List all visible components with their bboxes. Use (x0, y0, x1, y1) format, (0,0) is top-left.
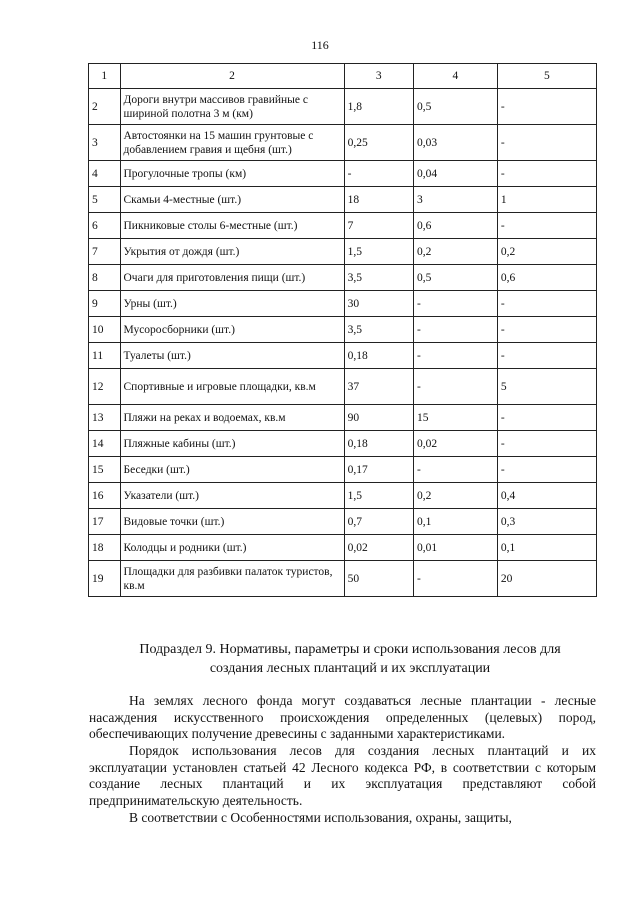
value-col-5-cell: - (497, 405, 596, 431)
table-row (89, 125, 597, 161)
value-col-3-cell: 50 (344, 561, 413, 597)
value-col-3-cell: 37 (344, 369, 413, 405)
row-number-cell: 12 (89, 369, 121, 405)
value-col-5-cell: 0,4 (497, 483, 596, 509)
table-row (89, 317, 597, 343)
value-col-5-cell: - (497, 457, 596, 483)
value-col-3-cell: 1,8 (344, 89, 413, 125)
value-col-5-cell: 0,1 (497, 535, 596, 561)
table-row (89, 213, 597, 239)
value-col-4-cell: - (413, 457, 497, 483)
value-col-5-cell: - (497, 431, 596, 457)
item-name-cell: Пляжи на реках и водоемах, кв.м (120, 405, 344, 431)
row-number-cell: 15 (89, 457, 121, 483)
value-col-3-cell: 3,5 (344, 317, 413, 343)
value-col-4-cell: 0,5 (413, 265, 497, 291)
row-number-cell: 2 (89, 89, 121, 125)
value-col-4-cell: 0,6 (413, 213, 497, 239)
value-col-3-cell: 0,02 (344, 535, 413, 561)
value-col-4-cell: - (413, 369, 497, 405)
value-col-3-cell: 0,18 (344, 343, 413, 369)
value-col-5-cell: 20 (497, 561, 596, 597)
item-name-cell: Площадки для разбивки палаток туристов, кв.м (120, 561, 344, 597)
value-col-5-cell: 1 (497, 187, 596, 213)
item-name-cell: Автостоянки на 15 машин грунтовые с добавлением гравия и щебня (шт.) (120, 125, 344, 161)
table-row (89, 239, 597, 265)
table-row (89, 265, 597, 291)
value-col-4-cell: 0,2 (413, 483, 497, 509)
row-number-cell: 10 (89, 317, 121, 343)
value-col-4-cell: - (413, 561, 497, 597)
item-name-cell: Колодцы и родники (шт.) (120, 535, 344, 561)
value-col-5-cell: 0,3 (497, 509, 596, 535)
value-col-4-cell: 0,02 (413, 431, 497, 457)
item-name-cell: Укрытия от дождя (шт.) (120, 239, 344, 265)
item-name-cell: Пляжные кабины (шт.) (120, 431, 344, 457)
table-row (89, 369, 597, 405)
value-col-4-cell: - (413, 317, 497, 343)
item-name-cell: Пикниковые столы 6-местные (шт.) (120, 213, 344, 239)
table-row (89, 187, 597, 213)
value-col-3-cell: 1,5 (344, 239, 413, 265)
table-row (89, 161, 597, 187)
value-col-3-cell: 7 (344, 213, 413, 239)
item-name-cell: Очаги для приготовления пищи (шт.) (120, 265, 344, 291)
value-col-3-cell: 18 (344, 187, 413, 213)
item-name-cell: Видовые точки (шт.) (120, 509, 344, 535)
table-row (89, 89, 597, 125)
value-col-3-cell: - (344, 161, 413, 187)
value-col-3-cell: 3,5 (344, 265, 413, 291)
value-col-5-cell: - (497, 161, 596, 187)
value-col-3-cell: 0,7 (344, 509, 413, 535)
value-col-3-cell: 30 (344, 291, 413, 317)
table-row (89, 561, 597, 597)
table-row (89, 535, 597, 561)
item-name-cell: Туалеты (шт.) (120, 343, 344, 369)
row-number-cell: 8 (89, 265, 121, 291)
value-col-4-cell: 0,1 (413, 509, 497, 535)
header-col-1: 1 (89, 64, 121, 89)
item-name-cell: Беседки (шт.) (120, 457, 344, 483)
table-row (89, 483, 597, 509)
value-col-3-cell: 1,5 (344, 483, 413, 509)
row-number-cell: 18 (89, 535, 121, 561)
value-col-5-cell: 0,6 (497, 265, 596, 291)
value-col-4-cell: 0,5 (413, 89, 497, 125)
subsection-title-line-2: создания лесных плантаций и их эксплуатации (209, 661, 491, 676)
value-col-4-cell: - (413, 343, 497, 369)
page-number: 116 (311, 38, 329, 52)
row-number-cell: 5 (89, 187, 121, 213)
norms-table (88, 63, 597, 597)
item-name-cell: Указатели (шт.) (120, 483, 344, 509)
value-col-4-cell: 0,2 (413, 239, 497, 265)
paragraph-2: Порядок использования лесов для создания лесных плантаций и их эксплуатации установлен статьей 42 Лесного кодекса РФ, в соответствии с которым создание лесных плантаций и их эксплуатация представляют собой предпринимательскую деятельность. (89, 743, 596, 808)
row-number-cell: 19 (89, 561, 121, 597)
table-row (89, 431, 597, 457)
item-name-cell: Урны (шт.) (120, 291, 344, 317)
value-col-5-cell: - (497, 89, 596, 125)
value-col-4-cell: 0,04 (413, 161, 497, 187)
row-number-cell: 7 (89, 239, 121, 265)
item-name-cell: Скамьи 4-местные (шт.) (120, 187, 344, 213)
paragraph-3: В соответствии с Особенностями использования, охраны, защиты, (129, 810, 512, 825)
value-col-5-cell: - (497, 125, 596, 161)
row-number-cell: 6 (89, 213, 121, 239)
value-col-4-cell: 0,01 (413, 535, 497, 561)
item-name-cell: Дороги внутри массивов гравийные с шириной полотна 3 м (км) (120, 89, 344, 125)
table-row (89, 343, 597, 369)
table-row (89, 457, 597, 483)
value-col-4-cell: 15 (413, 405, 497, 431)
row-number-cell: 13 (89, 405, 121, 431)
value-col-3-cell: 0,25 (344, 125, 413, 161)
header-col-3: 3 (344, 64, 413, 89)
value-col-3-cell: 0,18 (344, 431, 413, 457)
table-row (89, 509, 597, 535)
value-col-4-cell: - (413, 291, 497, 317)
item-name-cell: Прогулочные тропы (км) (120, 161, 344, 187)
table-row (89, 291, 597, 317)
value-col-5-cell: - (497, 291, 596, 317)
row-number-cell: 4 (89, 161, 121, 187)
value-col-5-cell: - (497, 343, 596, 369)
row-number-cell: 14 (89, 431, 121, 457)
item-name-cell: Мусоросборники (шт.) (120, 317, 344, 343)
subsection-title-line-1: Подраздел 9. Нормативы, параметры и сроки использования лесов для (139, 642, 561, 657)
value-col-5-cell: 5 (497, 369, 596, 405)
row-number-cell: 11 (89, 343, 121, 369)
header-col-2: 2 (120, 64, 344, 89)
paragraph-1: На землях лесного фонда могут создаваться лесные плантации - лесные насаждения искусственного происхождения определенных (целевых) пород, обеспечивающих получение древесины с заданными характеристиками. (89, 693, 596, 741)
value-col-5-cell: - (497, 213, 596, 239)
value-col-3-cell: 90 (344, 405, 413, 431)
row-number-cell: 17 (89, 509, 121, 535)
value-col-4-cell: 3 (413, 187, 497, 213)
value-col-5-cell: 0,2 (497, 239, 596, 265)
row-number-cell: 16 (89, 483, 121, 509)
table-header-row (89, 64, 597, 89)
subsection-title (110, 640, 590, 678)
row-number-cell: 3 (89, 125, 121, 161)
item-name-cell: Спортивные и игровые площадки, кв.м (120, 369, 344, 405)
table-row (89, 405, 597, 431)
value-col-4-cell: 0,03 (413, 125, 497, 161)
value-col-5-cell: - (497, 317, 596, 343)
header-col-5: 5 (497, 64, 596, 89)
value-col-3-cell: 0,17 (344, 457, 413, 483)
row-number-cell: 9 (89, 291, 121, 317)
header-col-4: 4 (413, 64, 497, 89)
